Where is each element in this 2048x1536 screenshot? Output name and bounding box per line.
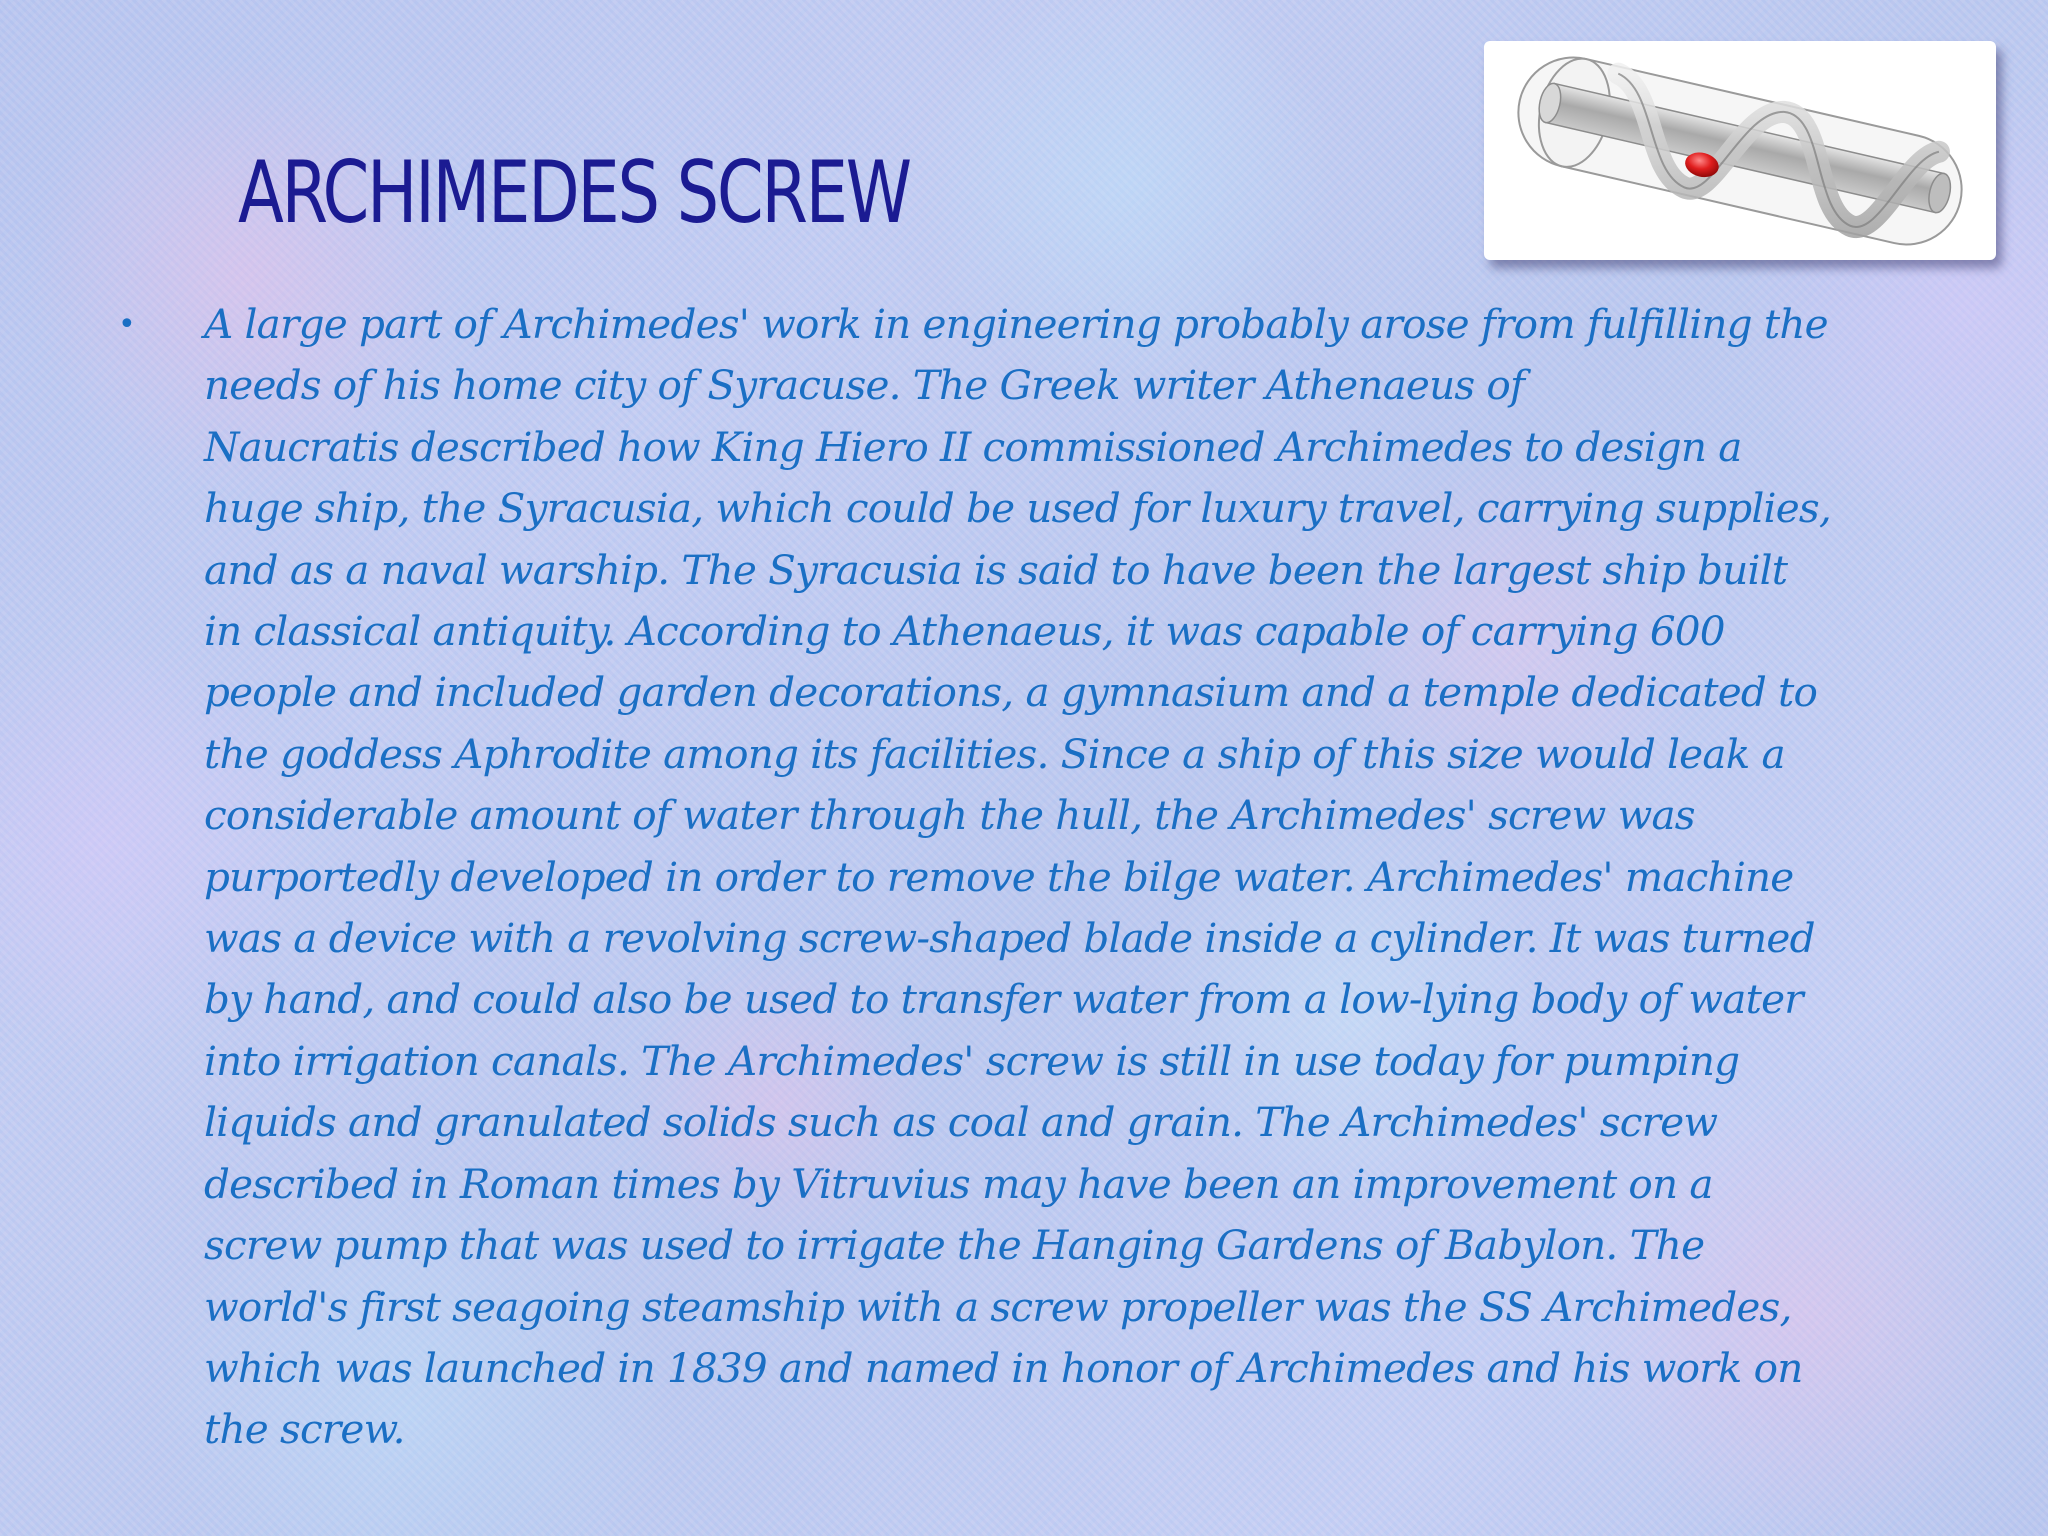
body-line: into irrigation canals. The Archimedes' screw is still in use today for pumping	[204, 1036, 1740, 1085]
body-line: liquids and granulated solids such as coal and grain. The Archimedes' screw	[204, 1098, 1718, 1147]
body-line: the goddess Aphrodite among its facilities. Since a ship of this size would leak a	[204, 729, 1785, 778]
slide-body	[118, 294, 1968, 1461]
body-line: huge ship, the Syracusia, which could be used for luxury travel, carrying supplies,	[204, 484, 1831, 533]
body-line: purportedly developed in order to remove the bilge water. Archimedes' machine	[204, 852, 1794, 901]
bullet-item	[118, 294, 1968, 1461]
body-line: described in Roman times by Vitruvius may have been an improvement on a	[204, 1159, 1713, 1208]
body-line: screw pump that was used to irrigate the Hanging Gardens of Babylon. The	[204, 1221, 1705, 1270]
body-line: Naucratis described how King Hiero II commissioned Archimedes to design a	[204, 422, 1742, 471]
body-line: world's first seagoing steamship with a screw propeller was the SS Archimedes,	[204, 1282, 1792, 1331]
body-line: in classical antiquity. According to Athenaeus, it was capable of carrying 600	[204, 607, 1725, 656]
body-line: by hand, and could also be used to transfer water from a low-lying body of water	[204, 975, 1803, 1024]
slide-title: ARCHIMEDES SCREW	[238, 143, 910, 243]
bullet-paragraph	[204, 294, 1948, 1461]
archimedes-screw-illustration	[1484, 41, 1996, 260]
body-line: people and included garden decorations, a gymnasium and a temple dedicated to	[204, 668, 1818, 717]
body-line: and as a naval warship. The Syracusia is said to have been the largest ship built	[204, 545, 1788, 594]
body-line: the screw.	[204, 1405, 405, 1454]
body-line: which was launched in 1839 and named in honor of Archimedes and his work on	[204, 1343, 1803, 1392]
body-line: A large part of Archimedes' work in engineering probably arose from fulfilling the	[204, 300, 1828, 348]
body-line: needs of his home city of Syracuse. The Greek writer Athenaeus of	[204, 361, 1525, 410]
bullet-marker: •	[118, 307, 136, 342]
body-line: considerable amount of water through the hull, the Archimedes' screw was	[204, 791, 1695, 840]
body-line: was a device with a revolving screw-shaped blade inside a cylinder. It was turned	[204, 914, 1815, 963]
